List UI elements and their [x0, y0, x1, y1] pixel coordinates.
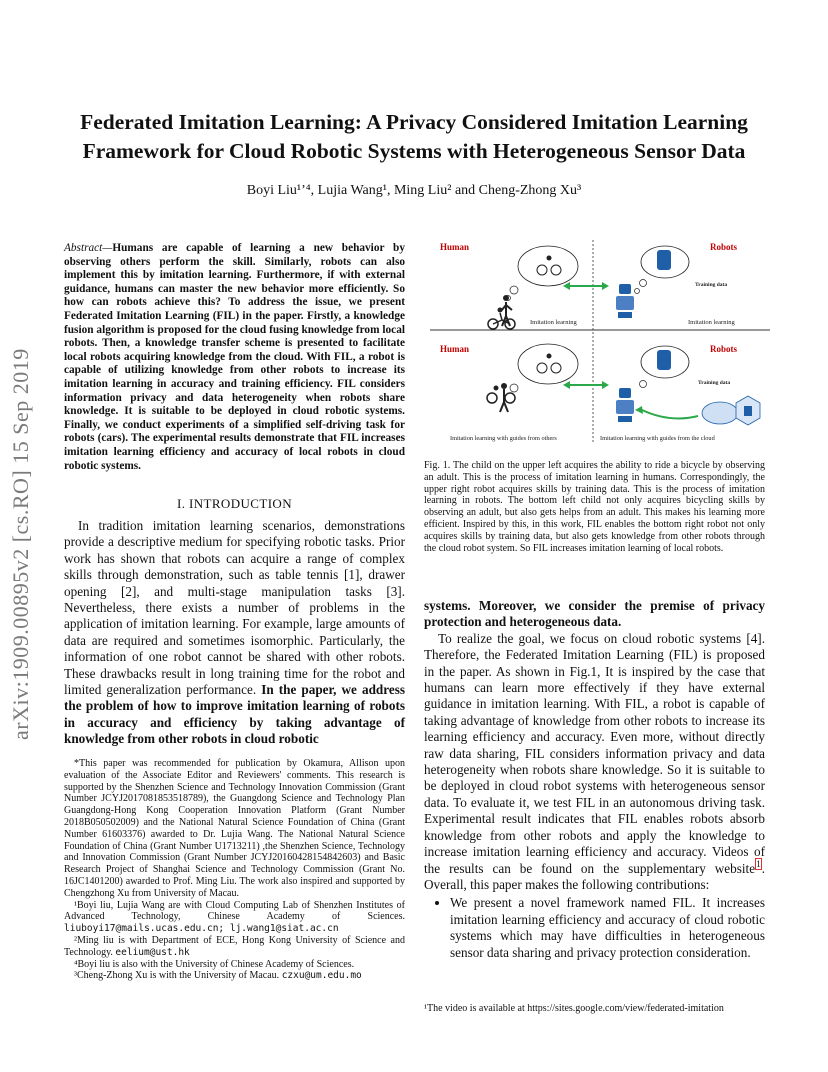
title-line-1: Federated Imitation Learning: A Privacy Considered Imitation Learning [80, 110, 748, 134]
abstract [64, 242, 405, 473]
arxiv-watermark: arXiv:1909.00895v2 [cs.RO] 15 Sep 2019 [8, 348, 33, 740]
footnote-funding: *This paper was recommended for publication by Okamura, Allison upon evaluation of the Associate Editor and Reviewers' comments. This research is supported by the Shenzhen Science and Technology Innovation Commission (Grant Number JCYJ2017081853518789), the Guangdong Science and Technology Plan Guangdong-Hong Kong Cooperation Innovation Platform (Grant Number 2018B050502009) and the National Natural Science Foundation of China (Grant Number 61603376) awarded to Dr. Lujia Wang. The National Natural Science Foundation of China (Grant Number U1713211) ,the Shenzhen Science, Technology and Innovation Commission (Grant Number JCYJ20160428154842603) and Basic Research Project of Shanghai Science and Technology Commission (Grant No. 16JC1401200) awarded to Prof. Ming Liu. The work also inspired and supported by Chengzhong Xu from University of Macau. [64, 758, 405, 899]
figure-label-human-bottom: Human [440, 344, 470, 354]
contribution-item: • We present a novel framework named FIL. It increases imitation learning efficiency and accuracy of cloud robotic systems which may have difficulties in heterogeneous sensor data sharing and privacy protection consideration. [450, 895, 765, 961]
figure-label-robots-top: Robots [710, 242, 738, 252]
thought-cloud-icon [506, 246, 579, 301]
authors: Boyi Liu¹ʼ⁴, Lujia Wang¹, Ming Liu² and Cheng-Zhong Xu³ [246, 183, 582, 198]
cloud-network-icon [702, 396, 760, 425]
figure-label-imitation-left: Imitation learning [530, 319, 577, 326]
footnote-video: ¹The video is available at https://sites.google.com/view/federated-imitation [424, 1003, 724, 1014]
title-line-2: Framework for Cloud Robotic Systems with Heterogeneous Sensor Data [82, 139, 746, 163]
section-heading-introduction: I. INTRODUCTION [176, 496, 293, 511]
figure-label-guides-cloud: Imitation learning with guides from the cloud [600, 435, 715, 442]
introduction-text [64, 518, 405, 748]
footnote-1-email: liuboyi17@mails.ucas.edu.cn; lj.wang1@siat.ac.cn [64, 923, 339, 935]
robot-bottom-icon [616, 388, 634, 422]
robot-icon [616, 284, 634, 318]
figure-label-human-top: Human [440, 242, 470, 252]
abstract-body: Humans are capable of learning a new behavior by observing others perform the skill. Similarly, robots can also implement this by imitation learning. Furthermore, if with external guidance, humans can master the new behavior more efficiently. So how can robots achieve this? To address the issue, we present Federated Imitation Learning (FIL) in the paper. Firstly, a knowledge fusion algorithm is proposed for the cloud fusing knowledge from local robots. Then, a knowledge transfer scheme is presented to facilitate local robots acquiring knowledge from the cloud. With FIL, a robot is capable of utilizing knowledge from other robots to increase its imitation learning in accuracy and training efficiency. FIL considers information privacy and data heterogeneity when robots share knowledge. It is suitable to be deployed in cloud robotic systems. Finally, we conduct experiments of a simplified self-driving task for robots (cars). The experimental results demonstrate that FIL increases imitation learning efficiency and accuracy of local robots in cloud robotic systems. [64, 242, 405, 472]
figure-label-robots-bottom: Robots [710, 344, 738, 354]
right-paragraph: To realize the goal, we focus on cloud robotic systems [4]. Therefore, the Federated Imitation Learning (FIL) is proposed in the paper. As shown in Fig.1, It is inspired by the case that humans can learn more effectively if they have external guidance in imitation learning. With FIL, a robot is capable of taking advantage of knowledge from other robots to increase its learning efficiency and accuracy. Even more, without directly raw data sharing, FIL considers information privacy and data heterogeneity when robots share knowledge. So it is suitable to be deployed in cloud robot systems with heterogeneous sensor data. To evaluate it, we test FIL in an autonomous driving task. Experimental result indicates that FIL enables robots absorb knowledge from other robots and apply the knowledge to increase imitation learning efficiency and accuracy. Videos of the results can be found on the supplementary website [424, 630, 765, 876]
intro-bold: In the paper, we address the problem of how to improve imitation learning of robots in accuracy and efficiency by taking advantage of knowledge from other robots in cloud robotic [64, 682, 405, 747]
abstract-lead: Abstract— [64, 242, 113, 254]
footnote-3: ³Cheng-Zhong Xu is with the University of Macau. [74, 970, 280, 982]
footnote-1: ¹Boyi liu, Lujia Wang are with Cloud Computing Lab of Shenzhen Institutes of Advanced Technology, Chinese Academy of Sciences. [64, 899, 405, 923]
cloud-icon [635, 246, 690, 294]
footnote-link[interactable]: 1 [756, 859, 761, 870]
right-paragraph-end: . Overall, this paper makes the following contributions: [424, 860, 765, 892]
figure-label-imitation-right: Imitation learning [688, 319, 735, 326]
figure-caption: Fig. 1. The child on the upper left acquires the ability to ride a bicycle by observing an adult. This is the process of imitation learning in humans. Correspondingly, the upper right robot acquires skills by training data. This is the process of imitation learning in robots. The bottom left child not only acquires bicycling skills by observing an adult, but also gets helps from an adult. This makes his learning more efficient. Inspired by this, in this work, FIL enables the bottom right robot not only acquires skills by training data, but also gets knowledge from other robots through the cloud robot system. So FIL increases imitation learning of local robots. [424, 460, 765, 554]
figure-1 [430, 238, 770, 448]
right-bold-continuation: systems. Moreover, we consider the premise of privacy protection and heterogeneous data. [424, 598, 765, 630]
paper-title [40, 108, 788, 166]
footnote-2: ²Ming liu is with Department of ECE, Hong Kong University of Science and Technology. [64, 934, 405, 958]
footnote-2-email: eelium@ust.hk [115, 946, 190, 958]
intro-paragraph: In tradition imitation learning scenarios, demonstrations provide a descriptive medium for specifying robotic tasks. Prior work has shown that robots can acquire a range of complex skills through demonstration, such as table tennis [1], drawer opening [2], and multi-stage manipulation tasks [3]. Nevertheless, there exists a number of problems in the application of imitation learning. For example, large amounts of data are required and sometimes isomorphic. Particularly, the information of one robot cannot be shared with other robots. These drawbacks result in long training time for the robot and limited generalization performance. [64, 518, 405, 698]
contribution-list [424, 895, 765, 961]
footnote-3-email: czxu@um.edu.mo [281, 970, 362, 982]
right-column-text [424, 598, 765, 961]
footnote-4: ⁴Boyi liu is also with the University of Chinese Academy of Sciences. [74, 958, 355, 970]
cloud-bottom-icon [640, 346, 690, 388]
footnotes-left [64, 758, 405, 982]
figure-label-guides-others: Imitation learning with guides from others [450, 435, 557, 442]
figure-label-training-bottom: Training data [698, 380, 731, 386]
arrow-bottom-right [642, 410, 698, 418]
figure-label-training-top: Training data [695, 282, 728, 288]
